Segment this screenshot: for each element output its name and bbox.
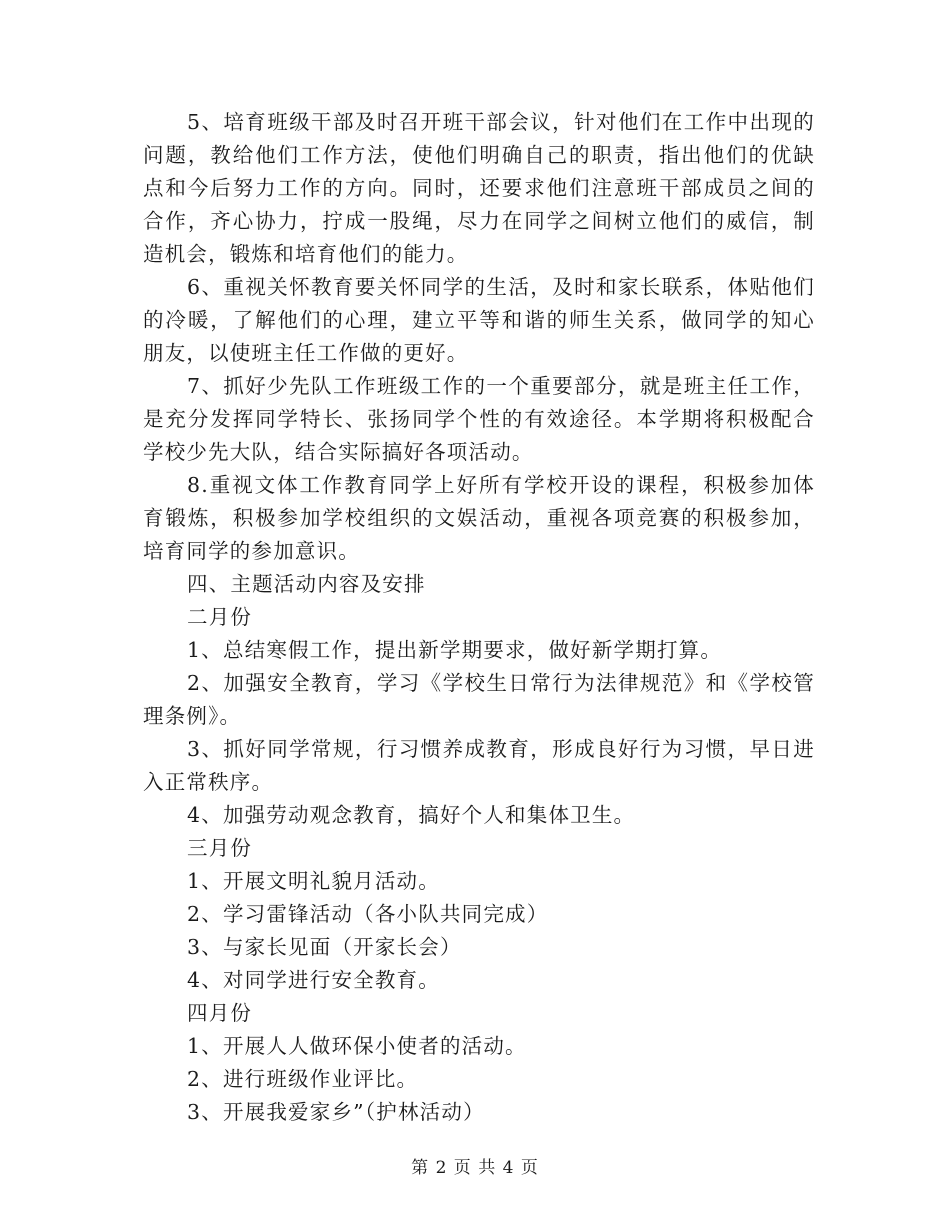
- section-heading-activities: 四、主题活动内容及安排: [187, 572, 426, 596]
- paragraph-sports-culture: 8.重视文体工作教育同学上好所有学校开设的课程，积极参加体育锻炼，积极参加学校组织的文娱活动，重视各项竞赛的积极参加，培育同学的参加意识。: [143, 473, 815, 563]
- paragraph-class-cadres: 5、培育班级干部及时召开班干部会议，针对他们在工作中出现的问题，教给他们工作方法，使他们明确自己的职责，指出他们的优缺点和今后努力工作的方向。同时，还要求他们注意班干部成员之间的合作，齐心协力，拧成一股绳，尽力在同学之间树立他们的威信，制造机会，锻炼和培育他们的能力。: [143, 110, 815, 266]
- month-heading-march: 三月份: [187, 836, 253, 860]
- page-footer: 第 2 页 共 4 页: [411, 1158, 539, 1178]
- list-item: 4、对同学进行安全教育。: [187, 968, 440, 992]
- list-item: 2、学习雷锋活动（各小队共同完成）: [187, 902, 549, 926]
- paragraph-care-education: 6、重视关怀教育要关怀同学的生活，及时和家长联系，体贴他们的冷暖，了解他们的心理，建立平等和谐的师生关系，做同学的知心朋友，以使班主任工作做的更好。: [143, 275, 815, 365]
- list-item: 2、进行班级作业评比。: [187, 1067, 419, 1091]
- list-item: 1、开展文明礼貌月活动。: [187, 869, 440, 893]
- list-item: 1、总结寒假工作，提出新学期要求，做好新学期打算。: [187, 638, 723, 662]
- list-item: 3、与家长见面（开家长会）: [187, 935, 462, 959]
- list-item: 2、加强安全教育，学习《学校生日常行为法律规范》和《学校管理条例》。: [143, 671, 815, 728]
- paragraph-young-pioneers: 7、抓好少先队工作班级工作的一个重要部分，就是班主任工作，是充分发挥同学特长、张扬同学个性的有效途径。本学期将积极配合学校少先大队，结合实际搞好各项活动。: [143, 374, 815, 464]
- document-body: [143, 106, 815, 1129]
- list-item: 3、抓好同学常规，行习惯养成教育，形成良好行为习惯，早日进入正常秩序。: [143, 737, 815, 794]
- month-heading-april: 四月份: [187, 1001, 253, 1025]
- list-item: 4、加强劳动观念教育，搞好个人和集体卫生。: [187, 803, 636, 827]
- list-item: 1、开展人人做环保小使者的活动。: [187, 1034, 527, 1058]
- list-item: 3、开展我爱家乡”（护林活动）: [187, 1100, 485, 1124]
- month-heading-february: 二月份: [187, 605, 253, 629]
